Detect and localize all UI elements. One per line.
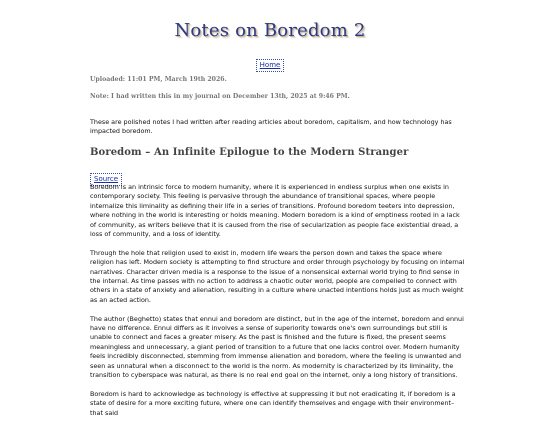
journal-note: Note: I had written this in my journal on December 13th, 2025 at 9:46 PM. [90,93,350,100]
intro-paragraph: These are polished notes I had written after reading articles about boredom, capitalism, and how technology has impacted boredom. [90,118,452,136]
article-paragraph: Boredom is an intrinsic force to modern humanity, where it is experienced in endless surplus when one exists in contemporary society. This feeling is pervasive through the abundance of transitional spaces, where people internalize this liminality as defining their life in a series of transitions. Profound boredom teeters into depression, where nothing in the world is interesting or holds meaning. Modern boredom is a kind of emptiness rooted in a lack of community, as writers believe that it is caused from the rise of secularization as people face existential dread, a loss of community, and a loss of identity. [90,183,460,239]
page-title: Notes on Boredom 2 [174,20,366,41]
article-paragraph: Through the hole that religion used to exist in, modern life wears the person down and takes the space where religion has left. Modern society is attempting to find structure and order through psychology by focusing on internal narratives. Character driven media is a response to the issue of a nonsensical external world trying to find sense in the internal. As time passes with no action to address a chaotic outer world, people are compelled to connect with others in a state of anxiety and alienation, resulting in a culture where unacted intentions holds just as much weight as an acted action. [90,248,465,304]
home-button[interactable]: Home [256,59,285,72]
article-paragraph: Boredom is hard to acknowledge as technology is effective at suppressing it but not eradicating it, if boredom is a state of desire for a more exciting future, where one can identify themselves and engage with their environment– that said [90,389,456,417]
section-heading: Boredom – An Infinite Epilogue to the Modern Stranger [90,147,409,158]
article-paragraph: The author (Beghetto) states that ennui and boredom are distinct, but in the age of the internet, boredom and ennui have no difference. Ennui differs as it involves a sense of superiority towards one's own surroundings but still is unable to connect and faces a greater misery. As the past is finished and the future is fixed, the present seems meaningless and unnecessary, a giant period of transition to a future that one lacks control over. Modern humanity feels incredibly disconnected, stemming from immense alienation and boredom, where the feeling is unwanted and seen as unnatural when a disconnect to the world is the norm. As modernity is characterized by its liminality, the transition to cyberspace was natural, as there is no real end goal on the internet, only a long history of transitions. [90,314,464,380]
article-body [90,183,465,428]
home-button-wrapper [0,52,540,72]
upload-timestamp: Uploaded: 11:01 PM, March 19th 2026. [90,76,227,83]
source-button[interactable]: Source [90,173,122,186]
